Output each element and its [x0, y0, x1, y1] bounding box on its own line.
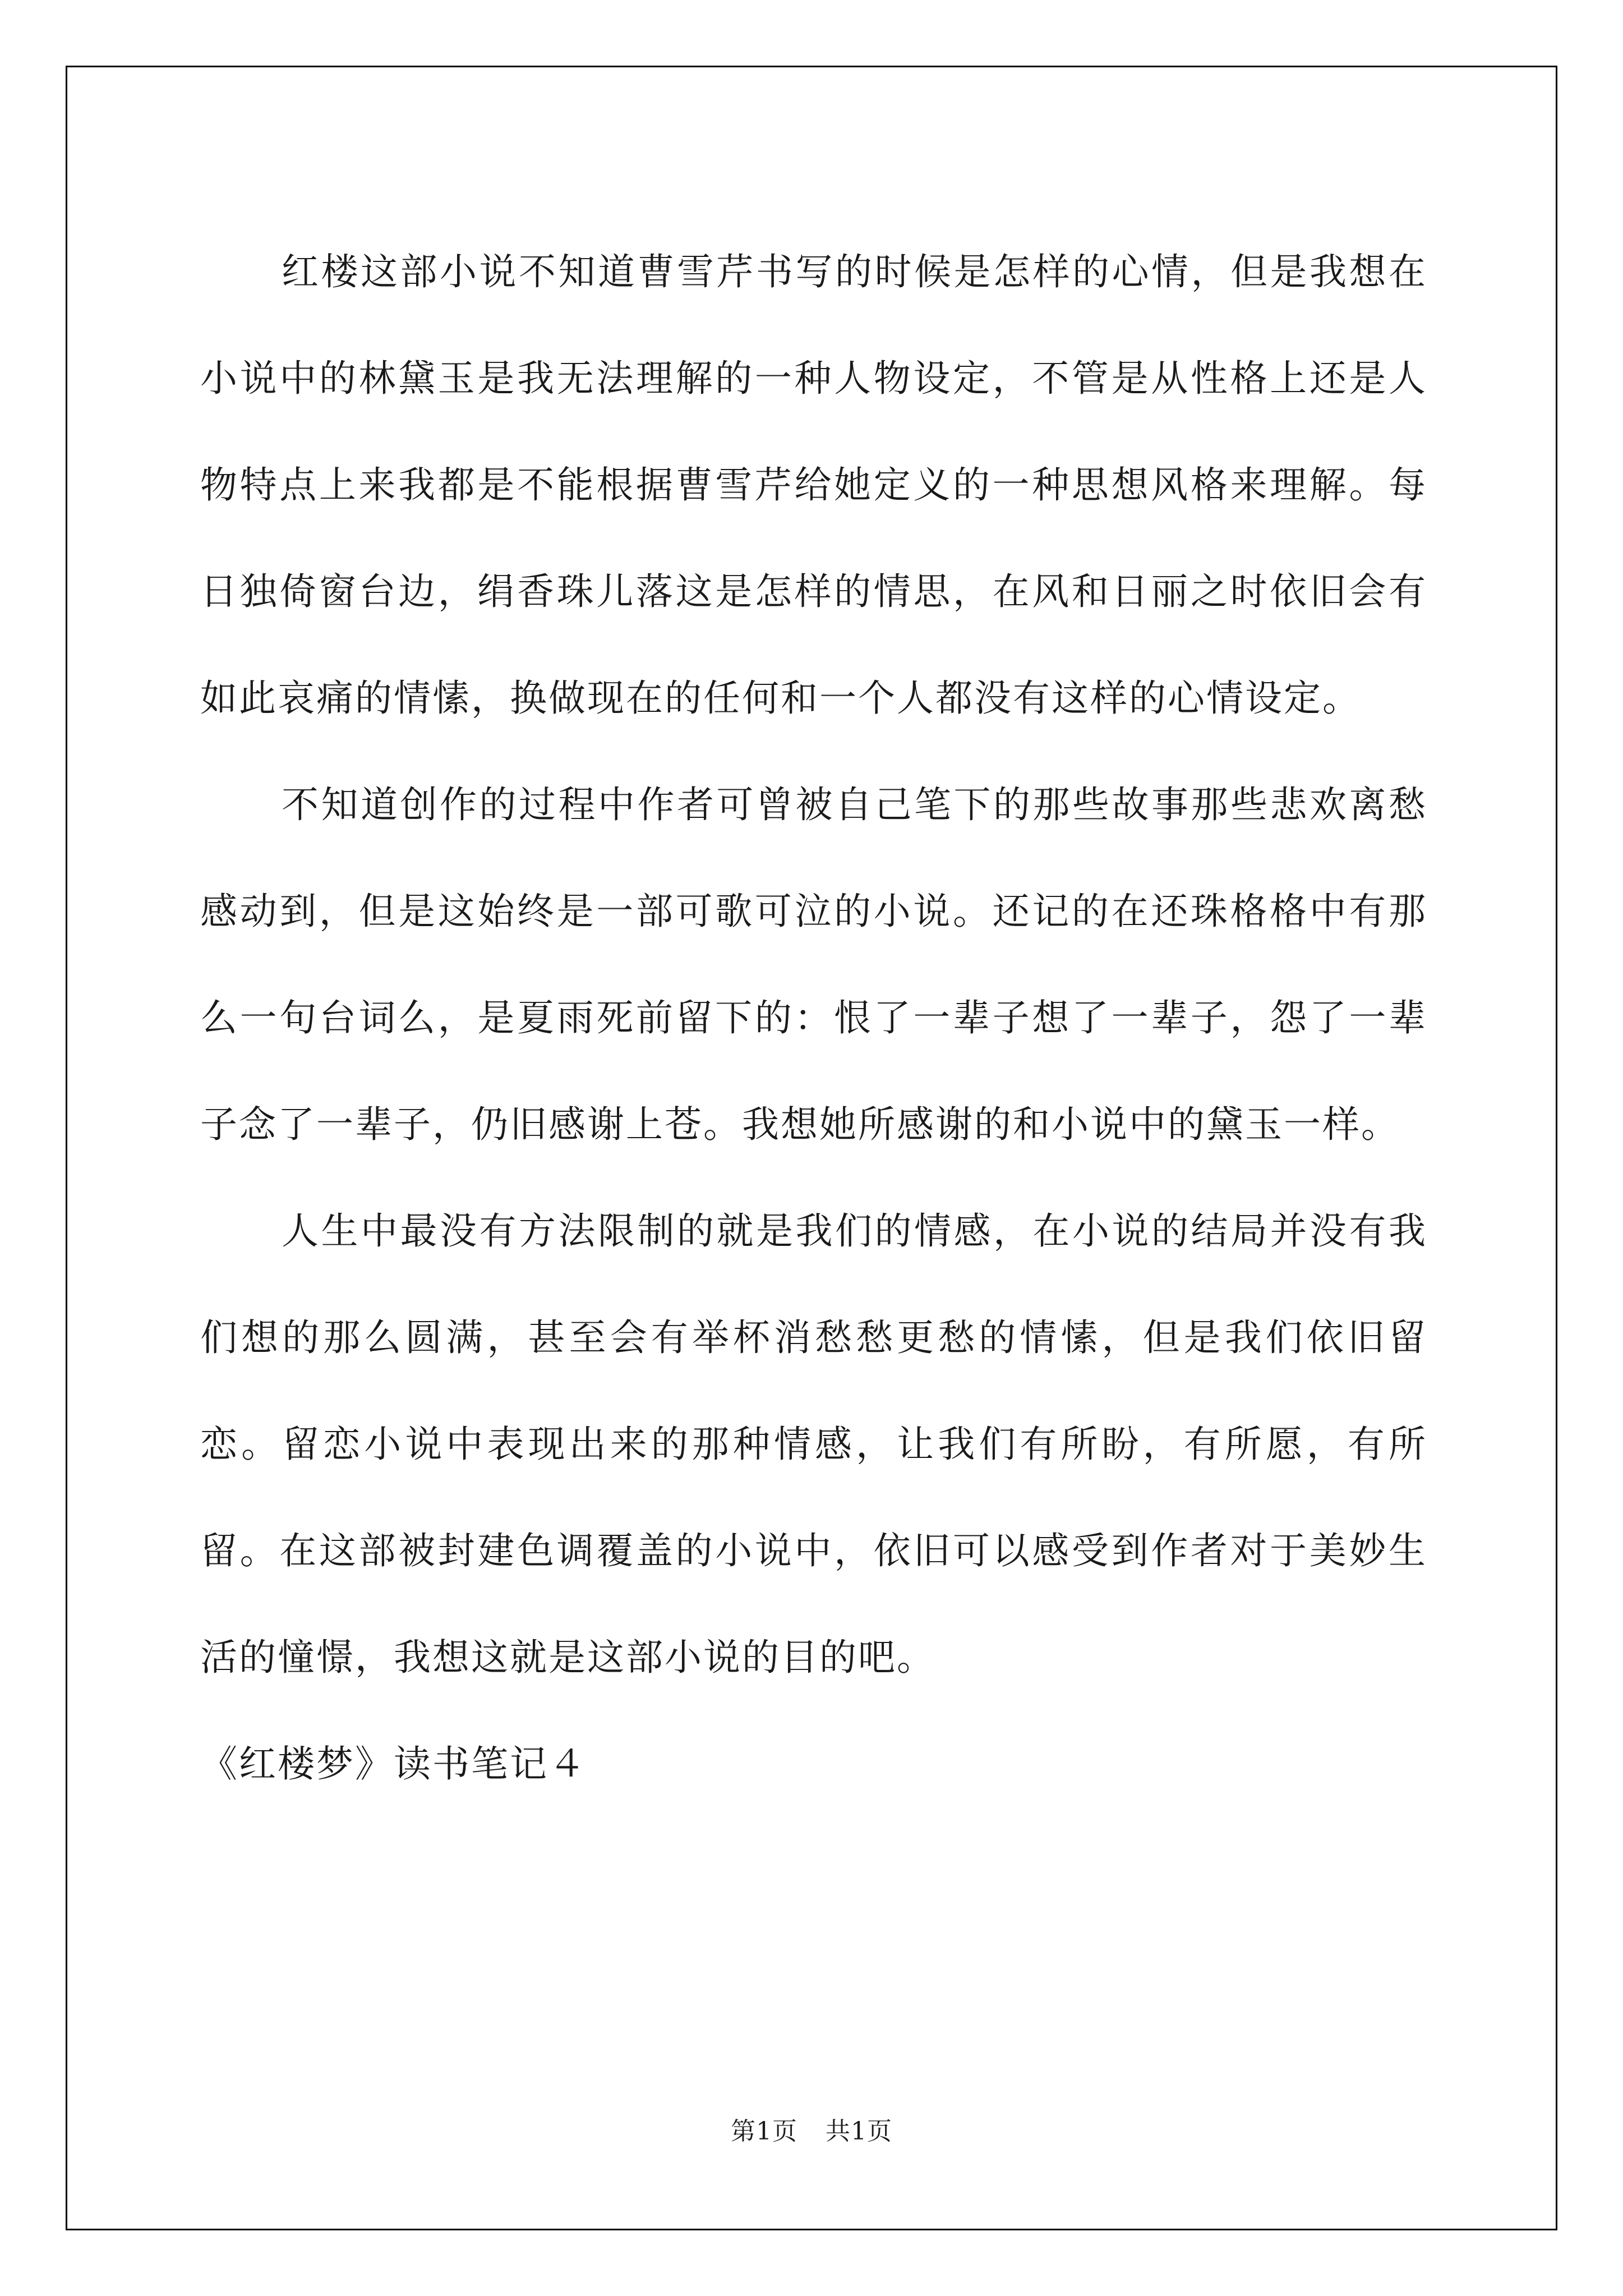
- section-heading: 《红楼梦》读书笔记４: [200, 1742, 587, 1786]
- paragraph-1: 红楼这部小说不知道曹雪芹书写的时候是怎样的心情，但是我想在小说中的林黛玉是我无法理解的一种人物设定，不管是从性格上还是人物特点上来我都是不能根据曹雪芹给她定义的一种思想风格来理解。每日独倚窗台边，绢香珠儿落这是怎样的情思，在风和日丽之时依旧会有如此哀痛的情愫，换做现在的任何和一个人都没有这样的心情设定。: [200, 250, 1427, 720]
- paragraph-2: 不知道创作的过程中作者可曾被自己笔下的那些故事那些悲欢离愁感动到，但是这始终是一部可歌可泣的小说。还记的在还珠格格中有那么一句台词么，是夏雨死前留下的：恨了一辈子想了一辈子，怨了一辈子念了一辈子，仍旧感谢上苍。我想她所感谢的和小说中的黛玉一样。: [200, 783, 1427, 1146]
- paragraph-3: 人生中最没有方法限制的就是我们的情感，在小说的结局并没有我们想的那么圆满，甚至会有举杯消愁愁更愁的情愫，但是我们依旧留恋。留恋小说中表现出来的那种情感，让我们有所盼，有所愿，有所留。在这部被封建色调覆盖的小说中，依旧可以感受到作者对于美妙生活的憧憬，我想这就是这部小说的目的吧。: [200, 1209, 1427, 1679]
- page-number: 第1页: [731, 2117, 797, 2146]
- page-footer: [0, 2115, 1623, 2148]
- document-body: [200, 219, 1427, 1818]
- page-total: 共1页: [826, 2117, 892, 2146]
